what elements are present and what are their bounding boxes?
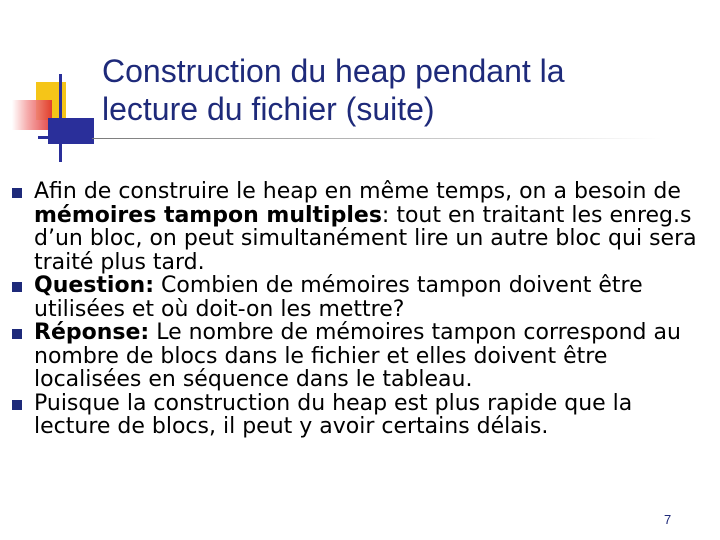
logo-blue-square [48,118,94,144]
bullet-item-buffers [12,180,712,274]
bullet-list [12,180,712,439]
bullet-text: Le nombre de mémoires tampon correspond au nombre de blocs dans le fichier et elles doivent être localisées en séquence dans le tableau. [34,320,681,392]
bullet-bold-text: Question: [34,273,155,298]
bullet-text: Combien de mémoires tampon doivent être utilisées et où doit-on les mettre? [34,273,643,322]
bullet-text: : tout en traitant les enreg.s d’un bloc, on peut simultanément lire un autre bloc qui sera traité plus tard. [34,202,697,275]
bullet-item-delays [12,392,712,439]
page-number: 7 [664,512,672,527]
bullet-item-answer [12,321,712,392]
bullet-square-icon [12,400,22,410]
bullet-square-icon [12,188,22,198]
bullet-bold-text: mémoires tampon multiples [34,202,382,228]
bullet-item-question [12,274,712,321]
logo-vertical-line [59,74,62,162]
slide-title-line-2: lecture du fichier (suite) [102,91,435,127]
slide-title-line-1: Construction du heap pendant la [102,53,565,89]
bullet-text: Afin de construire le heap en même temps, on a besoin de [34,179,681,204]
logo-red-square [12,100,52,130]
bullet-square-icon [12,282,22,292]
bullet-text: Puisque la construction du heap est plus rapide que la lecture de blocs, il peut y avoir certains délais. [34,390,633,439]
slide-title [102,52,662,128]
bullet-square-icon [12,329,22,339]
slide-logo-decoration [8,72,98,162]
logo-horizontal-line [38,136,70,139]
bullet-bold-text: Réponse: [34,320,150,345]
title-divider [92,138,662,139]
